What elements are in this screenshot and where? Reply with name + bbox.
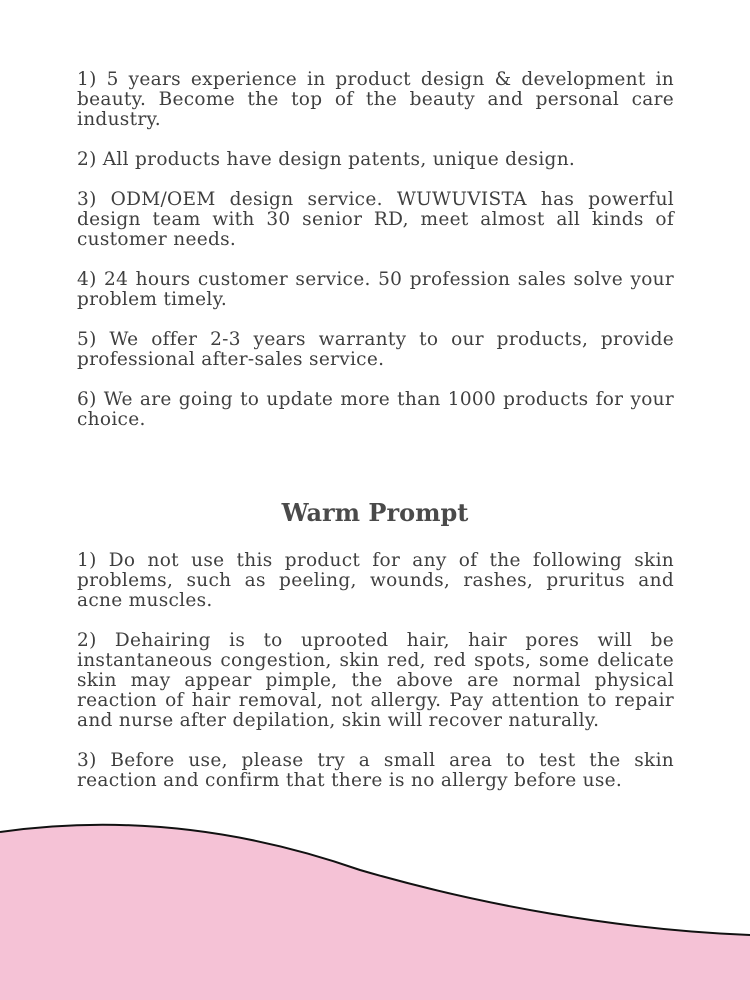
warm-prompt-item-3: 3) Before use, please try a small area to test the skin reaction and confirm that there is no allergy before use. xyxy=(77,750,674,791)
advantage-item-4: 4) 24 hours customer service. 50 profession sales solve your problem timely. xyxy=(77,269,674,310)
advantage-item-6: 6) We are going to update more than 1000 products for your choice. xyxy=(77,389,674,430)
warm-prompt-item-1: 1) Do not use this product for any of the following skin problems, such as peeling, wounds, rashes, pruritus and acne muscles. xyxy=(77,550,674,611)
warm-prompt-title: Warm Prompt xyxy=(281,498,469,527)
pink-wave-fill xyxy=(0,825,750,1000)
warm-prompt-item-2: 2) Dehairing is to uprooted hair, hair pores will be instantaneous congestion, skin red, red spots, some delicate skin may appear pimple, the above are normal physical reaction of hair removal, not allergy. Pay attention to repair and nurse after depilation, skin will recover naturally. xyxy=(77,630,674,731)
advantage-item-3: 3) ODM/OEM design service. WUWUVISTA has powerful design team with 30 senior RD, meet almost all kinds of customer needs. xyxy=(77,189,674,250)
advantage-item-1: 1) 5 years experience in product design & development in beauty. Become the top of the beauty and personal care industry. xyxy=(77,69,674,130)
warm-prompt-list xyxy=(77,551,674,811)
advantage-item-5: 5) We offer 2-3 years warranty to our products, provide professional after-sales service. xyxy=(77,329,674,370)
advantage-item-2: 2) All products have design patents, unique design. xyxy=(77,149,576,170)
company-advantages-list xyxy=(77,70,674,450)
